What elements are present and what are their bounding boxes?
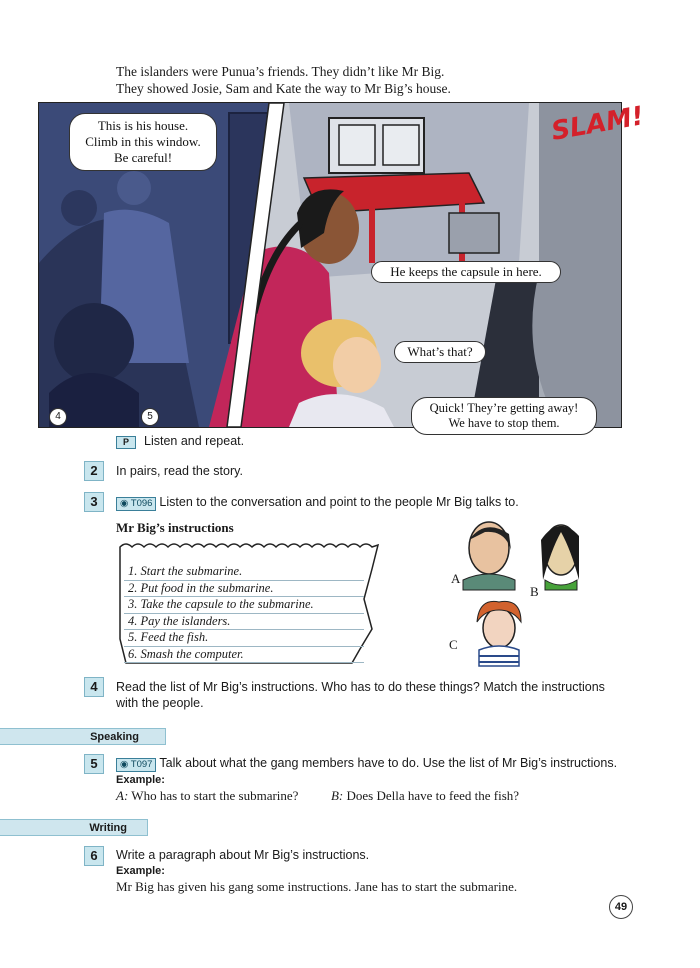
example-label: Example: <box>116 865 165 877</box>
bubble-1-line-3: Be careful! <box>113 150 173 165</box>
exercise-3-text: Listen to the conversation and point to the people Mr Big talks to. <box>159 495 519 509</box>
instruction-item: 3. Take the capsule to the submarine. <box>124 597 364 614</box>
exercise-2-text: In pairs, read the story. <box>116 464 243 478</box>
instructions-title: Mr Big’s instructions <box>116 520 234 535</box>
play-icon: ◉ <box>120 759 131 770</box>
play-icon: ◉ <box>120 498 131 509</box>
slam-sound-effect: SLAM! <box>549 101 647 147</box>
speaking-heading: Speaking <box>0 728 166 745</box>
exercise-6-text: Write a paragraph about Mr Big’s instructions. <box>116 848 370 862</box>
track-label: T097 <box>130 759 153 770</box>
instruction-item: 6. Smash the computer. <box>124 647 364 664</box>
comic-strip <box>38 101 647 430</box>
page-number: 49 <box>609 895 633 919</box>
instruction-item: 5. Feed the fish. <box>124 630 364 647</box>
exercise-2-number: 2 <box>84 461 104 481</box>
exercise-1-text: Listen and repeat. <box>144 434 245 448</box>
exercise-5-number: 5 <box>84 754 104 774</box>
instructions-note <box>116 539 382 665</box>
speaker-a-label: A: <box>116 788 129 803</box>
panel-number-5: 5 <box>141 408 159 426</box>
audio-track-button[interactable] <box>116 497 156 511</box>
speaker-b-label: B: <box>330 788 344 803</box>
bubble-4-line-1: Quick! They’re getting away! <box>429 401 579 415</box>
person-label-b: B <box>530 584 539 599</box>
example-dialogue <box>116 788 617 804</box>
speech-bubble-2: He keeps the capsule in here. <box>371 261 561 283</box>
instruction-item: 4. Pay the islanders. <box>124 614 364 631</box>
exercise-3 <box>116 494 519 511</box>
person-label-a: A <box>451 571 461 586</box>
exercise-4-number: 4 <box>84 677 104 697</box>
instructions-list <box>124 564 364 663</box>
instruction-item: 1. Start the submarine. <box>124 564 364 581</box>
writing-heading: Writing <box>0 819 148 836</box>
speaker-b-text: Does Della have to feed the fish? <box>346 788 520 803</box>
intro-line-2: They showed Josie, Sam and Kate the way to Mr Big’s house. <box>116 81 451 96</box>
panel-number-4: 4 <box>49 408 67 426</box>
exercise-4-text <box>116 679 605 711</box>
intro-line-1: The islanders were Punua’s friends. They didn’t like Mr Big. <box>116 64 445 79</box>
speech-bubble-4 <box>411 397 597 435</box>
exercise-4-line-2: with the people. <box>116 696 204 710</box>
pronunciation-tag[interactable]: P <box>116 436 136 449</box>
intro-text <box>116 63 451 97</box>
exercise-5 <box>116 755 617 804</box>
exercise-4-line-1: Read the list of Mr Big’s instructions. Who has to do these things? Match the instructions <box>116 680 605 694</box>
exercise-5-text: Talk about what the gang members have to do. Use the list of Mr Big’s instructions. <box>159 756 618 770</box>
exercise-6 <box>116 847 517 895</box>
audio-track-button[interactable] <box>116 758 156 772</box>
example-label: Example: <box>116 774 165 786</box>
instruction-item: 2. Put food in the submarine. <box>124 581 364 598</box>
speech-bubble-3: What’s that? <box>394 341 486 363</box>
writing-example-text: Mr Big has given his gang some instructions. Jane has to start the submarine. <box>116 879 518 894</box>
speech-bubble-1 <box>69 113 217 171</box>
speaker-a-text: Who has to start the submarine? <box>131 788 299 803</box>
track-label: T096 <box>130 498 153 509</box>
bubble-4-line-2: We have to stop them. <box>448 416 560 430</box>
exercise-3-number: 3 <box>84 492 104 512</box>
person-label-c: C <box>449 637 458 652</box>
exercise-6-number: 6 <box>84 846 104 866</box>
exercise-1 <box>116 433 244 449</box>
bubble-1-line-1: This is his house. <box>97 118 189 133</box>
bubble-1-line-2: Climb in this window. <box>85 134 201 149</box>
